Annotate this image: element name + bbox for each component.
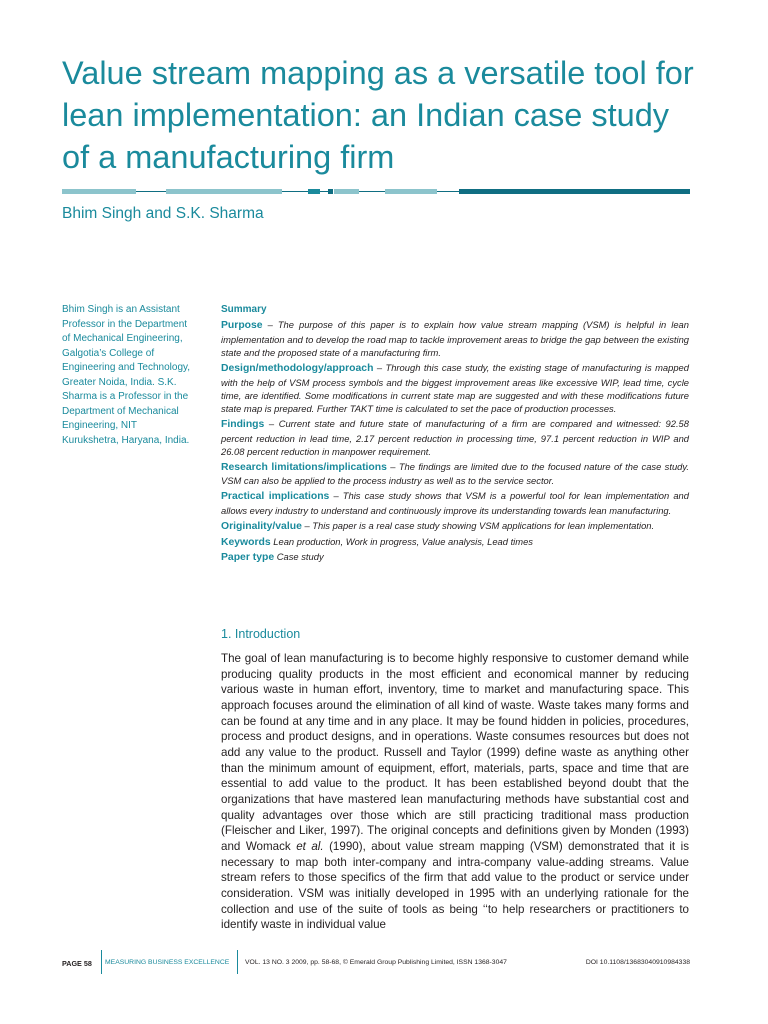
- author-bio: Bhim Singh is an Assistant Professor in the Department of Mechanical Engineering, Galgotia’s College of Engineering and Technology, Greater Noida, India. S.K. Sharma is a Professor in the Department of Mechanical Engineering, NIT Kurukshetra, Haryana, India.: [62, 304, 191, 446]
- intro-text-continued: (1990), about value stream mapping (VSM) demonstrated that it is necessary to map both inter-company and intra-company value-adding streams. Value stream refers to those specifics of the firm that add value to the product or service under consideration. VSM was initially developed in 1995 with an underlying rationale for the collection and use of the suite of tools as being ‘‘to help researchers or practitioners to identify waste in individual value: [221, 839, 690, 932]
- paper-type-label: Paper type: [221, 552, 275, 564]
- rule-line: [359, 191, 385, 192]
- doi: DOI 10.1108/13683040910984338: [585, 959, 690, 966]
- abstract-label: Findings: [221, 419, 265, 431]
- intro-text: The goal of lean manufacturing is to become highly responsive to customer demand while producing quality products in the most efficient and economical manner by reducing various waste in human effort, inventory, time to market and manufacturing space. This approach focuses around the elimination of all kind of waste. Waste takes many forms and can be found at any time and in any place. It may be found hidden in policies, procedures, process and product designs, and in operations. Waste consumes resources but does not add any value to the product. Russell and Taylor (1999) define waste as anything other than the minimum amount of equipment, effort, materials, parts, space and time that are essential to add value to the product. It has been established beyond doubt that the organizations that have mastered lean manufacturing methods have substantial cost and quality advantages over those which are still practicing traditional mass production (Fleischer and Liker, 1997). The original concepts and definitions given by Monden (1993) and Womack: [221, 652, 689, 853]
- page-number: PAGE 58: [62, 959, 92, 968]
- rule-segment: [334, 189, 359, 194]
- abstract-text: Through this case study, the existing stage of manufacturing is mapped with the help of VSM process symbols and the biggest improvement areas like excessive WIP, lead time, cycle time, are identified. Some modifications in current state map are suggested and with these modifications future state map is prepared. Further TAKT time is calculated to set the pace of production processes.: [221, 362, 689, 415]
- paper-type-text: Case study: [276, 551, 324, 563]
- abstract-item-design: Design/methodology/approach – Through this case study, the existing stage of manufacturing is mapped with the help of VSM process symbols and the biggest improvement areas like excessive WIP, lead time, cycle time, are identified. Some modifications in current state map are suggested and with these modifications future state map is prepared. Further TAKT time is calculated to set the pace of production processes.: [221, 362, 689, 415]
- abstract-text: This case study shows that VSM is a powerful tool for lean implementation and allows every industry to understand and continuously improve its understanding towards lean manufacturing.: [221, 490, 689, 516]
- intro-et-al: et al.: [296, 839, 324, 853]
- footer-divider: [101, 950, 102, 974]
- rule-segment: [459, 189, 690, 194]
- abstract-item-originality: Originality/value – This paper is a real case study showing VSM applications for lean implementation.: [221, 519, 655, 532]
- volume-info: VOL. 13 NO. 3 2009, pp. 58-68, © Emerald Group Publishing Limited, ISSN 1368-3047: [245, 959, 507, 966]
- abstract-text: Current state and future state of manufacturing of a firm are compared and witnessed: 92.58 percent reduction in lead time, 2.17 percent reduction in processing time, 97.1 percent reduction in WIP and 26.08 percent reduction in manpower requirement.: [221, 418, 689, 458]
- structured-abstract: [221, 303, 689, 566]
- abstract-label: Purpose: [221, 320, 263, 332]
- decorative-title-rule: [62, 187, 690, 197]
- abstract-item-findings: Findings – Current state and future state of manufacturing of a firm are compared and witnessed: 92.58 percent reduction in lead time, 2.17 percent reduction in processing time, 97.1 percent reduction in WIP and 26.08 percent reduction in manpower requirement.: [221, 418, 689, 458]
- abstract-item-limitations: Research limitations/implications – The findings are limited due to the focused nature of the case study. VSM can also be applied to the process industry as well as to the service sector.: [221, 460, 689, 487]
- abstract-label: Research limitations/implications: [221, 461, 387, 473]
- abstract-label: Originality/value: [221, 520, 302, 532]
- keywords-text: Lean production, Work in progress, Value analysis, Lead times: [273, 535, 533, 547]
- journal-name: MEASURING BUSINESS EXCELLENCE: [105, 959, 230, 966]
- abstract-text: The findings are limited due to the focused nature of the case study. VSM can also be applied to the process industry as well as to the service sector.: [221, 460, 689, 487]
- rule-line: [437, 191, 459, 192]
- rule-segment: [385, 189, 437, 194]
- keywords-label: Keywords: [221, 536, 271, 548]
- abstract-paper-type: [221, 550, 689, 564]
- abstract-keywords: [221, 535, 689, 549]
- rule-segment: [308, 189, 320, 194]
- abstract-text: The purpose of this paper is to explain how value stream mapping (VSM) is helpful in lean implementation and to develop the road map to tackle improvement areas to bridge the gap between the existing state and the proposed state of a manufacturing firm.: [221, 319, 689, 359]
- article-title: Value stream mapping as a versatile tool for lean implementation: an Indian case study of a manufacturing firm: [62, 55, 694, 175]
- abstract-label: Design/methodology/approach: [221, 363, 374, 375]
- page-footer: [62, 950, 690, 974]
- footer-divider: [237, 950, 238, 974]
- rule-line: [282, 191, 308, 192]
- section-heading-introduction: 1. Introduction: [221, 627, 301, 641]
- rule-line: [136, 191, 166, 192]
- abstract-label: Practical implications: [221, 491, 330, 503]
- rule-segment: [328, 189, 333, 194]
- abstract-text: This paper is a real case study showing VSM applications for lean implementation.: [312, 519, 655, 531]
- rule-segment: [166, 189, 282, 194]
- article-authors: Bhim Singh and S.K. Sharma: [62, 205, 264, 222]
- rule-line: [320, 191, 328, 192]
- rule-segment: [62, 189, 136, 194]
- abstract-item-purpose: Purpose – The purpose of this paper is to explain how value stream mapping (VSM) is helpful in lean implementation and to develop the road map to tackle improvement areas to bridge the gap between the existing state and the proposed state of a manufacturing firm.: [221, 319, 689, 359]
- introduction-paragraph: [221, 651, 689, 933]
- abstract-item-practical: Practical implications – This case study shows that VSM is a powerful tool for lean implementation and allows every industry to understand and continuously improve its understanding towards lean manufacturing.: [221, 490, 689, 516]
- abstract-heading: Summary: [221, 304, 267, 315]
